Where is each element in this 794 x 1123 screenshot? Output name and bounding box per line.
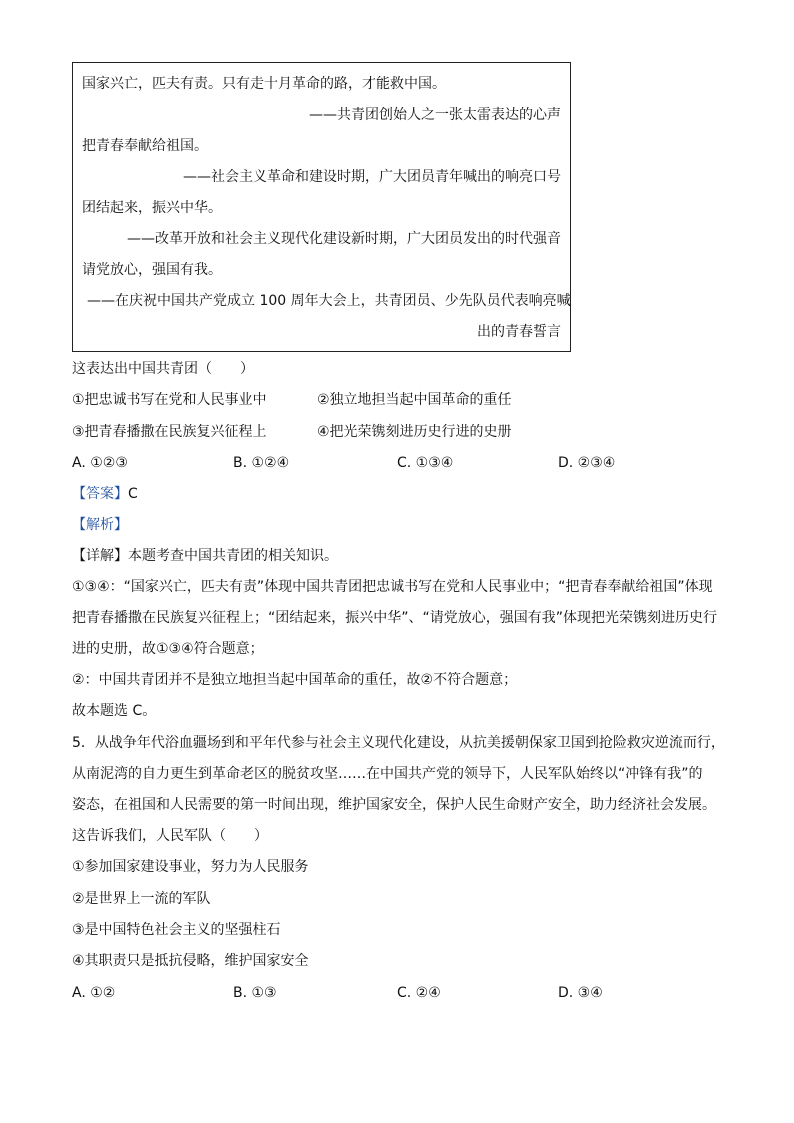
- q4-stem: 这表达出中国共青团（ ）: [72, 361, 254, 377]
- q4-item-1: ①把忠诚书写在党和人民事业中: [72, 392, 267, 408]
- q5-stem-line: 姿态，在祖国和人民需要的第一时间出现，维护国家安全，保护人民生命财产安全，助力经济社会发展。: [72, 797, 716, 813]
- q5-item-4: ④其职责只是抵抗侵略，维护国家安全: [72, 953, 309, 969]
- explanation-line: 进的史册，故①③④符合题意；: [72, 641, 264, 657]
- detail-line: [72, 549, 338, 563]
- quote-attribution: ——在庆祝中国共产党成立 100 周年大会上，共青团员、少先队员代表响亮喊: [87, 293, 571, 309]
- q5-choice-b: B. ①③: [233, 985, 277, 1001]
- explanation-line: 把青春播撒在民族复兴征程上；“团结起来，振兴中华”、“请党放心，强国有我”体现把光荣镌刻进历史行: [72, 610, 718, 626]
- q4-item-2: ②独立地担当起中国革命的重任: [317, 392, 512, 408]
- quote-line: 把青春奉献给祖国。: [82, 138, 208, 154]
- q5-stem-line: 从南泥湾的自力更生到革命老区的脱贫攻坚……在中国共产党的领导下，人民军队始终以“冲锋有我”的: [72, 766, 703, 782]
- q5-choice-d: D. ③④: [558, 985, 603, 1001]
- detail-text: 本题考查中国共青团的相关知识。: [128, 548, 338, 564]
- quote-attribution: ——共青团创始人之一张太雷表达的心声: [309, 107, 561, 123]
- q5-item-1: ①参加国家建设事业，努力为人民服务: [72, 859, 309, 875]
- analysis-label: 【解析】: [72, 517, 128, 533]
- answer-label: 【答案】: [72, 486, 128, 502]
- q5-item-3: ③是中国特色社会主义的坚强柱石: [72, 922, 281, 938]
- q5-stem-line: 5．从战争年代浴血疆场到和平年代参与社会主义现代化建设，从抗美援朝保家卫国到抢险救灾逆流而行，: [72, 735, 725, 751]
- q4-item-4: ④把光荣镌刻进历史行进的史册: [317, 424, 512, 440]
- explanation-line: ①③④：“国家兴亡，匹夫有责”体现中国共青团把忠诚书写在党和人民事业中；“把青春奉献给祖国”体现: [72, 579, 713, 595]
- q5-choice-a: A. ①②: [72, 985, 116, 1001]
- conclusion-line: 故本题选 C。: [72, 703, 157, 719]
- quote-box: [72, 62, 571, 352]
- q4-item-3: ③把青春播撒在民族复兴征程上: [72, 424, 267, 440]
- quote-line: 请党放心，强国有我。: [82, 262, 222, 278]
- quote-attribution: ——社会主义革命和建设时期，广大团员青年喊出的响亮口号: [183, 169, 561, 185]
- quote-attribution: ——改革开放和社会主义现代化建设新时期，广大团员发出的时代强音: [127, 231, 561, 247]
- q5-stem-line: 这告诉我们，人民军队（ ）: [72, 828, 268, 844]
- q4-choice-c: C. ①③④: [397, 455, 454, 471]
- q4-choice-d: D. ②③④: [558, 455, 616, 471]
- q5-choice-c: C. ②④: [397, 985, 441, 1001]
- answer-value: C: [128, 486, 138, 502]
- explanation-line: ②：中国共青团并不是独立地担当起中国革命的重任，故②不符合题意；: [72, 672, 518, 688]
- q4-choice-a: A. ①②③: [72, 455, 128, 471]
- answer-line: [72, 487, 138, 501]
- detail-label: 【详解】: [72, 548, 128, 564]
- quote-line: 团结起来，振兴中华。: [82, 200, 222, 216]
- quote-attribution-cont: 出的青春誓言: [477, 324, 561, 340]
- q5-item-2: ②是世界上一流的军队: [72, 891, 211, 907]
- q4-choice-b: B. ①②④: [233, 455, 290, 471]
- quote-line: 国家兴亡，匹夫有责。只有走十月革命的路，才能救中国。: [82, 76, 446, 92]
